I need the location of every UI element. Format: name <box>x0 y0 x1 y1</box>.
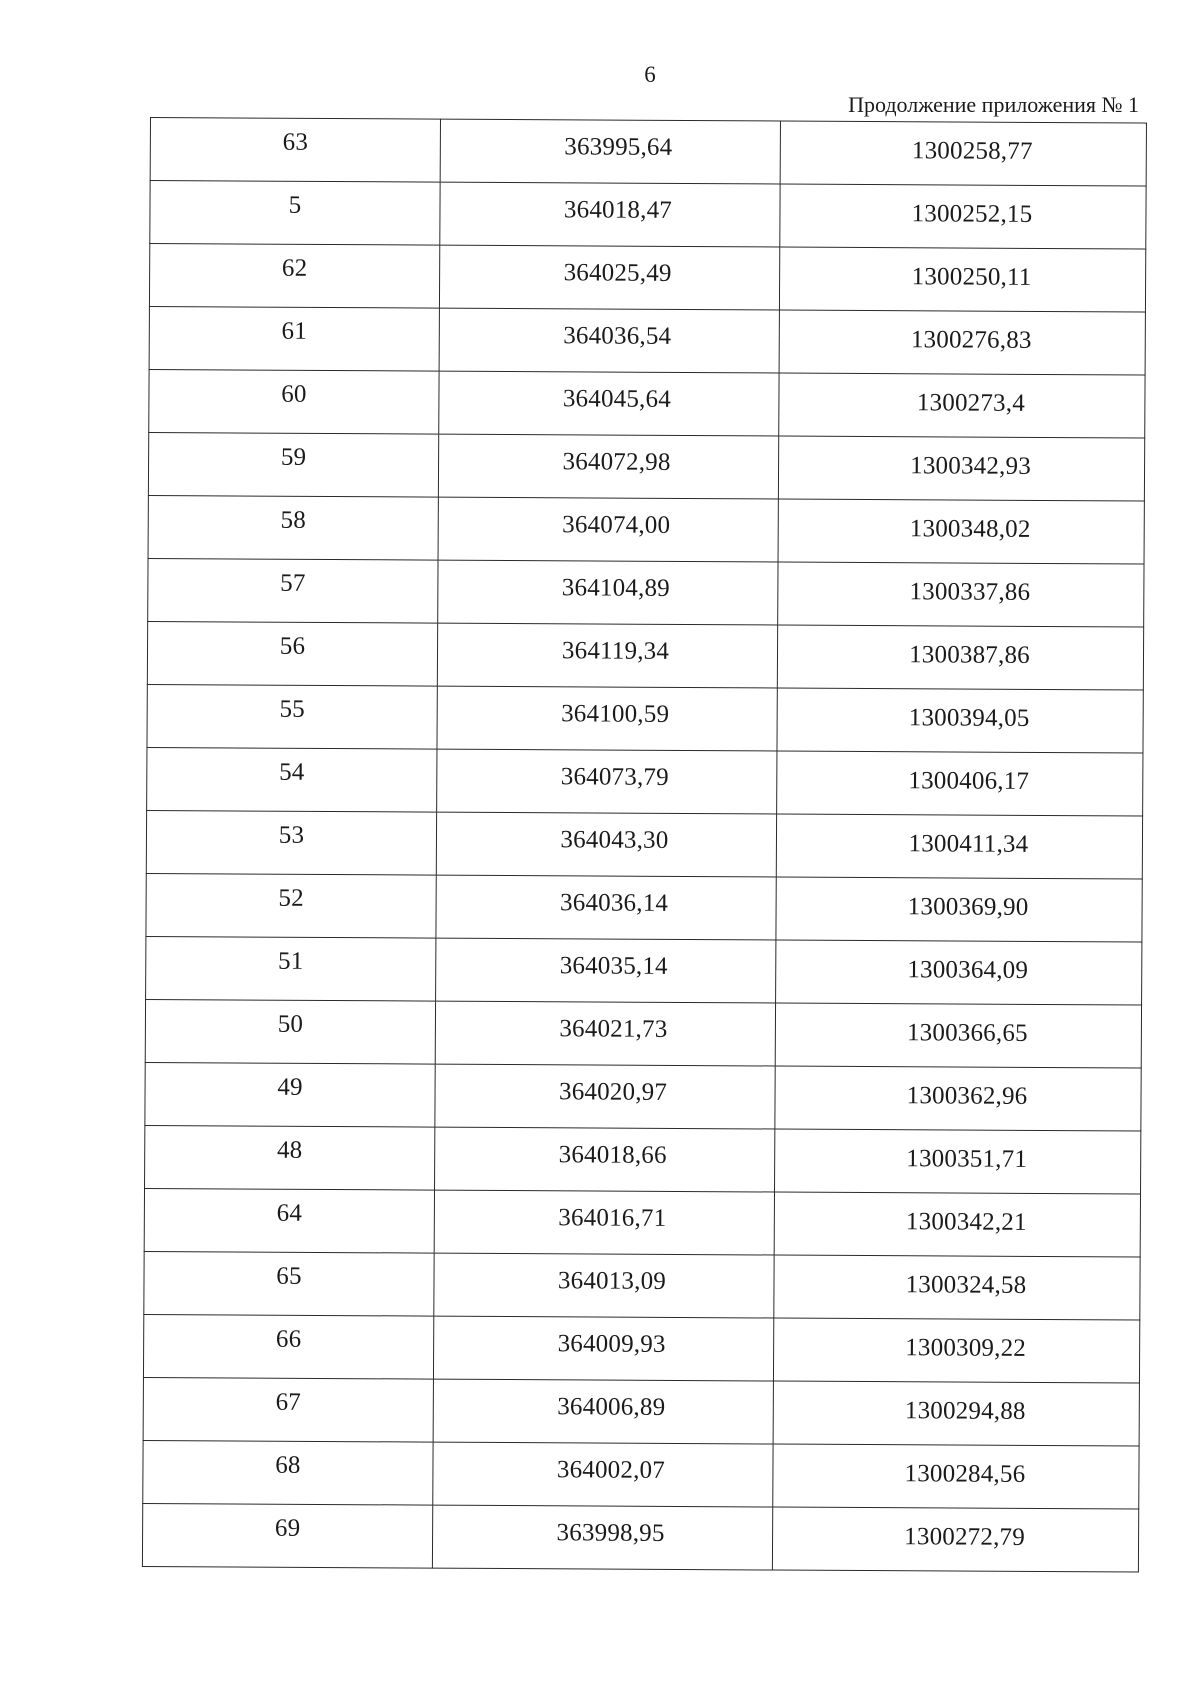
y-coordinate: 1300342,21 <box>905 1208 1027 1236</box>
table-row <box>150 181 1146 250</box>
y-coordinate: 1300258,77 <box>911 137 1033 165</box>
point-number-cell <box>148 558 438 623</box>
y-coordinate: 1300369,90 <box>907 893 1029 921</box>
point-number-cell <box>146 936 436 1001</box>
point-number: 56 <box>279 632 306 660</box>
point-number: 52 <box>278 884 304 912</box>
table-row <box>145 1125 1141 1194</box>
point-number-cell <box>150 118 440 183</box>
x-coordinate: 364119,34 <box>561 637 670 665</box>
x-coordinate-cell <box>435 1001 775 1066</box>
point-number: 59 <box>280 443 307 471</box>
x-coordinate-cell <box>437 749 777 814</box>
y-coordinate-cell <box>777 688 1143 753</box>
point-number-cell <box>147 621 437 686</box>
point-number: 5 <box>288 191 302 219</box>
point-number-cell <box>146 873 436 938</box>
y-coordinate: 1300411,34 <box>908 830 1029 858</box>
x-coordinate-cell <box>433 1442 773 1507</box>
x-coordinate: 364009,93 <box>557 1330 666 1358</box>
point-number: 62 <box>281 254 308 282</box>
point-number-cell <box>143 1314 433 1379</box>
point-number: 66 <box>275 1325 302 1353</box>
y-coordinate-cell <box>773 1381 1139 1446</box>
table-row <box>147 747 1143 816</box>
y-coordinate: 1300324,58 <box>905 1271 1027 1299</box>
x-coordinate-cell <box>437 686 777 751</box>
x-coordinate: 364002,07 <box>556 1456 666 1484</box>
y-coordinate: 1300394,05 <box>908 704 1030 732</box>
x-coordinate-cell <box>435 1127 775 1192</box>
point-number: 48 <box>276 1136 303 1164</box>
point-number-cell <box>150 181 440 246</box>
y-coordinate-cell <box>777 625 1143 690</box>
point-number: 55 <box>279 695 305 723</box>
table-row <box>148 495 1144 564</box>
x-coordinate: 364013,09 <box>557 1267 667 1295</box>
point-number-cell <box>148 432 438 497</box>
coordinates-table <box>142 117 1147 1573</box>
x-coordinate-cell <box>433 1379 773 1444</box>
point-number: 65 <box>276 1262 302 1290</box>
y-coordinate-cell <box>777 751 1143 816</box>
y-coordinate: 1300309,22 <box>905 1334 1027 1362</box>
y-coordinate: 1300276,83 <box>910 326 1032 354</box>
y-coordinate: 1300351,71 <box>906 1145 1028 1173</box>
table-row <box>143 1440 1139 1509</box>
x-coordinate: 364072,98 <box>562 448 671 476</box>
x-coordinate-cell <box>436 875 776 940</box>
point-number-cell <box>146 810 436 875</box>
table-row <box>146 873 1142 942</box>
coordinates-table-body <box>142 118 1146 1573</box>
point-number: 69 <box>274 1514 301 1542</box>
table-row <box>150 118 1146 187</box>
y-coordinate-cell <box>779 373 1145 438</box>
y-coordinate-cell <box>778 562 1144 627</box>
table-row <box>149 369 1145 438</box>
point-number: 54 <box>279 758 305 786</box>
point-number-cell <box>149 369 439 434</box>
page-number: 6 <box>644 62 656 87</box>
y-coordinate-cell <box>774 1192 1140 1257</box>
x-coordinate-cell <box>438 497 778 562</box>
point-number-cell <box>144 1188 434 1253</box>
y-coordinate-cell <box>773 1444 1139 1509</box>
x-coordinate: 364006,89 <box>557 1393 666 1421</box>
appendix-caption: Продолжение приложения № 1 <box>848 92 1139 117</box>
point-number: 49 <box>277 1073 303 1101</box>
y-coordinate: 1300366,65 <box>906 1019 1028 1047</box>
y-coordinate-cell <box>780 184 1146 249</box>
x-coordinate-cell <box>436 812 776 877</box>
y-coordinate: 1300362,96 <box>906 1082 1028 1110</box>
x-coordinate-cell <box>434 1190 774 1255</box>
y-coordinate: 1300284,56 <box>904 1460 1026 1488</box>
x-coordinate-cell <box>440 119 780 184</box>
y-coordinate-cell <box>772 1507 1138 1572</box>
y-coordinate-cell <box>773 1318 1139 1383</box>
y-coordinate: 1300342,93 <box>910 452 1032 480</box>
x-coordinate-cell <box>439 308 779 373</box>
x-coordinate-cell <box>438 560 778 625</box>
y-coordinate: 1300348,02 <box>909 515 1031 543</box>
x-coordinate-cell <box>437 623 777 688</box>
y-coordinate: 1300294,88 <box>904 1397 1026 1425</box>
point-number: 68 <box>275 1451 301 1479</box>
x-coordinate-cell <box>440 182 780 247</box>
y-coordinate-cell <box>780 121 1146 186</box>
x-coordinate: 364035,14 <box>559 952 668 980</box>
x-coordinate: 364018,66 <box>558 1141 667 1169</box>
point-number-cell <box>147 747 437 812</box>
x-coordinate: 364100,59 <box>561 700 670 728</box>
table-row <box>149 306 1145 375</box>
x-coordinate: 364043,30 <box>560 826 669 854</box>
y-coordinate: 1300387,86 <box>909 641 1030 669</box>
table-row <box>144 1188 1140 1257</box>
x-coordinate: 364025,49 <box>563 259 672 287</box>
table-row <box>145 999 1141 1068</box>
point-number: 61 <box>281 317 308 345</box>
y-coordinate-cell <box>774 1255 1140 1320</box>
table-row <box>149 244 1145 313</box>
point-number-cell <box>145 999 435 1064</box>
point-number-cell <box>149 306 439 371</box>
y-coordinate: 1300252,15 <box>911 200 1033 228</box>
point-number: 63 <box>282 128 309 156</box>
table-row <box>143 1314 1139 1383</box>
x-coordinate: 364045,64 <box>562 385 672 413</box>
table-row <box>148 558 1144 627</box>
table-row <box>148 432 1144 501</box>
y-coordinate: 1300272,79 <box>904 1523 1026 1551</box>
y-coordinate-cell <box>776 940 1142 1005</box>
x-coordinate: 364036,14 <box>560 889 669 917</box>
y-coordinate: 1300364,09 <box>907 956 1029 984</box>
x-coordinate-cell <box>439 245 779 310</box>
x-coordinate-cell <box>433 1316 773 1381</box>
table-row <box>146 936 1142 1005</box>
x-coordinate-cell <box>438 434 778 499</box>
point-number-cell <box>142 1503 432 1568</box>
x-coordinate: 364018,47 <box>563 196 673 224</box>
x-coordinate-cell <box>439 371 779 436</box>
point-number-cell <box>144 1251 434 1316</box>
x-coordinate-cell <box>435 1064 775 1129</box>
x-coordinate-cell <box>434 1253 774 1318</box>
x-coordinate: 364104,89 <box>561 574 670 602</box>
point-number-cell <box>145 1125 435 1190</box>
x-coordinate: 363998,95 <box>556 1519 665 1547</box>
y-coordinate: 1300337,86 <box>909 578 1031 606</box>
x-coordinate: 364074,00 <box>562 511 671 539</box>
point-number: 51 <box>278 947 304 975</box>
y-coordinate: 1300273,4 <box>916 389 1026 417</box>
y-coordinate-cell <box>775 1003 1141 1068</box>
point-number: 57 <box>280 569 306 597</box>
x-coordinate: 363995,64 <box>564 133 673 161</box>
y-coordinate-cell <box>776 814 1142 879</box>
table-row <box>146 810 1142 879</box>
table-row <box>143 1377 1139 1446</box>
point-number-cell <box>143 1377 433 1442</box>
y-coordinate: 1300250,11 <box>911 263 1032 291</box>
point-number-cell <box>148 495 438 560</box>
x-coordinate: 364036,54 <box>563 322 672 350</box>
point-number-cell <box>149 244 439 309</box>
y-coordinate-cell <box>775 1066 1141 1131</box>
table-row <box>145 1062 1141 1131</box>
x-coordinate-cell <box>432 1505 772 1570</box>
point-number: 53 <box>278 821 305 849</box>
point-number-cell <box>143 1440 433 1505</box>
table-row <box>147 621 1143 690</box>
y-coordinate-cell <box>778 436 1144 501</box>
y-coordinate-cell <box>779 247 1145 312</box>
y-coordinate-cell <box>778 499 1144 564</box>
point-number-cell <box>147 684 437 749</box>
point-number: 64 <box>276 1199 303 1227</box>
point-number: 58 <box>280 506 307 534</box>
point-number: 67 <box>275 1388 302 1416</box>
y-coordinate-cell <box>776 877 1142 942</box>
point-number: 60 <box>281 380 307 408</box>
y-coordinate-cell <box>775 1129 1141 1194</box>
y-coordinate-cell <box>779 310 1145 375</box>
x-coordinate: 364021,73 <box>559 1015 668 1043</box>
point-number-cell <box>145 1062 435 1127</box>
x-coordinate: 364020,97 <box>558 1078 668 1106</box>
table-row <box>147 684 1143 753</box>
x-coordinate: 364073,79 <box>560 763 669 791</box>
x-coordinate-cell <box>436 938 776 1003</box>
table-row <box>142 1503 1138 1572</box>
point-number: 50 <box>277 1010 304 1038</box>
x-coordinate: 364016,71 <box>558 1204 667 1232</box>
y-coordinate: 1300406,17 <box>908 767 1030 795</box>
table-row <box>144 1251 1140 1320</box>
